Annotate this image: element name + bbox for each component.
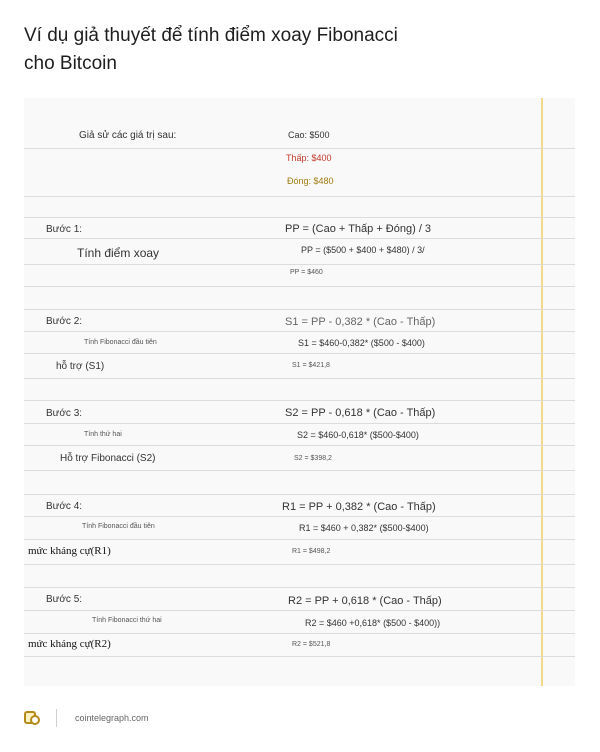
step1-label: Bước 1: — [46, 224, 83, 235]
ruled-line — [24, 656, 575, 657]
step5-desc1: Tính Fibonacci thứ hai — [92, 617, 162, 624]
assume-high: Cao: $500 — [288, 130, 330, 140]
ruled-line — [24, 196, 575, 197]
ruled-line — [24, 331, 575, 332]
step3-formula: S2 = PP - 0,618 * (Cao - Thấp) — [285, 407, 436, 419]
ruled-line — [24, 564, 575, 565]
ruled-line — [24, 633, 575, 634]
ruled-line — [24, 610, 575, 611]
margin-line — [541, 98, 543, 686]
assume-low: Thấp: $400 — [286, 153, 332, 163]
step4-calc: R1 = $460 + 0,382* ($500-$400) — [299, 523, 429, 533]
step4-result: R1 = $498,2 — [292, 548, 331, 555]
title-line-2: cho Bitcoin — [24, 53, 117, 74]
step4-desc2: mức kháng cự(R1) — [28, 545, 111, 557]
ruled-line — [24, 445, 575, 446]
step5-label: Bước 5: — [46, 594, 83, 605]
ruled-line — [24, 423, 575, 424]
step3-desc2: Hỗ trợ Fibonacci (S2) — [60, 453, 156, 464]
step3-label: Bước 3: — [46, 408, 83, 419]
ruled-line — [24, 516, 575, 517]
step2-result: S1 = $421,8 — [292, 362, 330, 369]
step4-label: Bước 4: — [46, 501, 83, 512]
assume-label: Giả sử các giá trị sau: — [79, 130, 177, 141]
step4-formula: R1 = PP + 0,382 * (Cao - Thấp) — [282, 501, 436, 513]
step1-result: PP = $460 — [290, 269, 323, 276]
ruled-line — [24, 494, 575, 495]
ruled-line — [24, 238, 575, 239]
cointelegraph-logo-icon — [24, 709, 42, 727]
step5-formula: R2 = PP + 0,618 * (Cao - Thấp) — [288, 595, 442, 607]
step4-desc1: Tính Fibonacci đầu tiên — [82, 523, 155, 530]
site-link[interactable]: cointelegraph.com — [75, 713, 149, 723]
ruled-line — [24, 587, 575, 588]
assume-close: Đóng: $480 — [287, 176, 334, 186]
step3-calc: S2 = $460-0,618* ($500-$400) — [297, 430, 419, 440]
step1-formula: PP = (Cao + Thấp + Đóng) / 3 — [285, 223, 432, 235]
step5-calc: R2 = $460 +0,618* ($500 - $400)) — [305, 618, 441, 628]
step2-calc: S1 = $460-0,382* ($500 - $400) — [298, 338, 425, 348]
ruled-line — [24, 217, 575, 218]
ruled-line — [24, 400, 575, 401]
ruled-line — [24, 286, 575, 287]
step2-label: Bước 2: — [46, 316, 83, 327]
notebook-sheet — [24, 98, 575, 686]
ruled-line — [24, 353, 575, 354]
step3-desc1: Tính thứ hai — [84, 431, 122, 438]
page-title — [24, 22, 544, 78]
step3-result: S2 = $398,2 — [294, 455, 332, 462]
step5-desc2: mức kháng cự(R2) — [28, 638, 111, 650]
footer — [24, 706, 149, 730]
step2-formula: S1 = PP - 0,382 * (Cao - Thấp) — [285, 316, 436, 328]
step2-desc1: Tính Fibonacci đầu tiên — [84, 339, 157, 346]
ruled-line — [24, 148, 575, 149]
ruled-line — [24, 470, 575, 471]
step1-calc: PP = ($500 + $400 + $480) / 3/ — [301, 245, 425, 255]
ruled-line — [24, 309, 575, 310]
step5-result: R2 = $521,8 — [292, 641, 331, 648]
step2-desc2: hỗ trợ (S1) — [56, 361, 105, 372]
ruled-line — [24, 378, 575, 379]
footer-divider — [56, 709, 57, 727]
ruled-line — [24, 264, 575, 265]
step1-desc: Tính điểm xoay — [77, 246, 160, 260]
title-line-1: Ví dụ giả thuyết để tính điểm xoay Fibonacci — [24, 25, 398, 46]
ruled-line — [24, 539, 575, 540]
